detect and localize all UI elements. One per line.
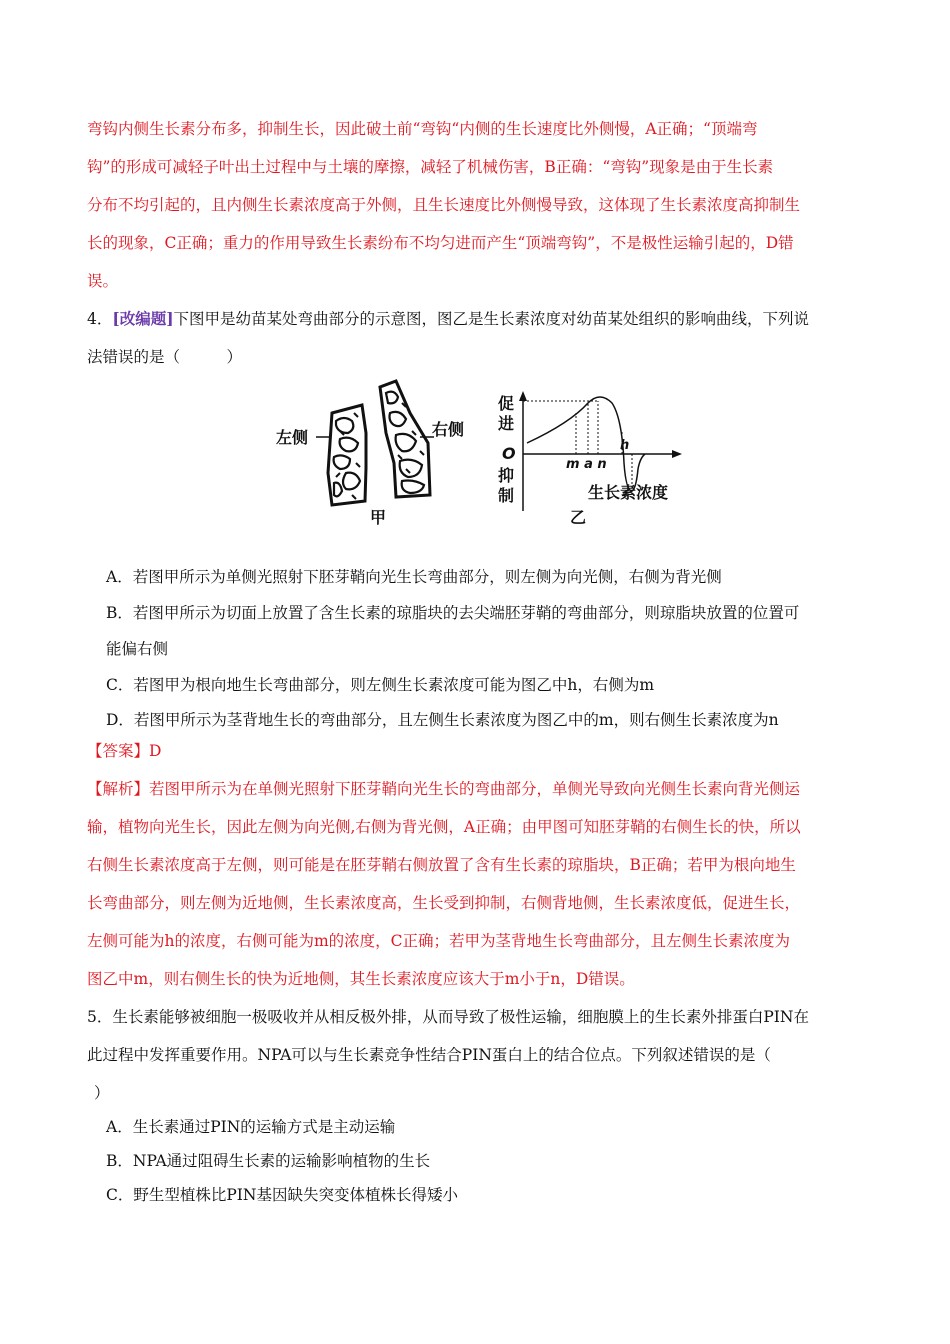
q5-stem-line-1: 5．生长素能够被细胞一极吸收并从相反极外排，从而导致了极性运输，细胞膜上的生长素外排蛋白PIN在 xyxy=(87,1008,809,1026)
q4-figure xyxy=(270,373,690,533)
y-label-inhibit-2: 制 xyxy=(498,486,515,505)
x-axis-label: 生长素浓度 xyxy=(588,483,669,502)
q4-analysis-line-4: 长弯曲部分，则左侧为近地侧，生长素浓度高，生长受到抑制，右侧背地侧，生长素浓度低，促进生长， xyxy=(87,894,801,912)
seedling-right-strip xyxy=(380,381,430,497)
q4-analysis-tag: 【解析】 xyxy=(87,780,150,798)
q4-tag: [改编题] xyxy=(112,309,174,328)
q4-option-d: D．若图甲所示为茎背地生长的弯曲部分，且左侧生长素浓度为图乙中的m，则右侧生长素浓度为n xyxy=(106,711,779,729)
q5-option-a: A．生长素通过PIN的运输方式是主动运输 xyxy=(106,1118,396,1136)
q4-stem-text: 下图甲是幼苗某处弯曲部分的示意图，图乙是生长素浓度对幼苗某处组织的影响曲线，下列说 xyxy=(173,310,810,328)
q5-option-b: B．NPA通过阻碍生长素的运输影响植物的生长 xyxy=(106,1152,431,1170)
q4-number: 4． xyxy=(87,310,113,328)
x-axis-arrow xyxy=(672,450,682,458)
right-side-label: 右侧 xyxy=(432,420,465,439)
caption-yi: 乙 xyxy=(570,508,587,527)
analysis-line-4: 长的现象，C正确；重力的作用导致生长素纷布不均匀进而产生“顶端弯钩”，不是极性运输引起的，D错 xyxy=(87,234,794,252)
q5-stem-line-3: ） xyxy=(94,1084,110,1102)
x-marks-man: m a n xyxy=(566,457,607,472)
caption-jia: 甲 xyxy=(370,508,387,527)
q4-option-b: B．若图甲所示为切面上放置了含生长素的琼脂块的去尖端胚芽鞘的弯曲部分，则琼脂块放置的位置可 xyxy=(106,604,800,622)
analysis-line-2: 钩”的形成可减轻子叶出土过程中与土壤的摩擦，减轻了机械伤害，B正确：“弯钩”现象是由于生长素 xyxy=(87,158,774,176)
y-label-promote-2: 进 xyxy=(498,414,515,433)
q4-option-c: C．若图甲为根向地生长弯曲部分，则左侧生长素浓度可能为图乙中h，右侧为m xyxy=(106,676,655,694)
y-label-promote-1: 促 xyxy=(498,394,515,413)
q4-stem-line-1 xyxy=(87,309,809,329)
analysis-line-1: 弯钩内侧生长素分布多，抑制生长，因此破土前“弯钩“内侧的生长速度比外侧慢，A正确；“顶端弯 xyxy=(87,120,758,138)
q4-answer: 【答案】D xyxy=(87,742,162,760)
q4-analysis-line-2: 输，植物向光生长，因此左侧为向光侧,右侧为背光侧，A正确；由甲图可知胚芽鞘的右侧生长的快，所以 xyxy=(87,818,801,836)
q4-analysis-line-5: 左侧可能为h的浓度，右侧可能为m的浓度，C正确；若甲为茎背地生长弯曲部分，且左侧生长素浓度为 xyxy=(87,932,791,950)
h-mark: h xyxy=(620,438,630,453)
q4-analysis-line-3: 右侧生长素浓度高于左侧，则可能是在胚芽鞘右侧放置了含有生长素的琼脂块，B正确；若甲为根向地生 xyxy=(87,856,796,874)
seedling-left-strip xyxy=(328,405,366,505)
q4-option-b-cont: 能偏右侧 xyxy=(106,640,169,658)
q5-option-c: C．野生型植株比PIN基因缺失突变体植株长得矮小 xyxy=(106,1186,458,1204)
analysis-line-3: 分布不均引起的，且内侧生长素浓度高于外侧，且生长速度比外侧慢导致，这体现了生长素浓度高抑制生 xyxy=(87,196,801,214)
q4-stem-line-2: 法错误的是（ ） xyxy=(87,348,243,366)
analysis-line-5: 误。 xyxy=(87,272,119,290)
q4-analysis-line-6: 图乙中m，则右侧生长的快为近地侧，其生长素浓度应该大于m小于n，D错误。 xyxy=(87,970,635,988)
q4-option-a: A．若图甲所示为单侧光照射下胚芽鞘向光生长弯曲部分，则左侧为向光侧，右侧为背光侧 xyxy=(106,568,722,586)
y-label-inhibit-1: 抑 xyxy=(498,466,515,485)
q4-analysis-line-1 xyxy=(87,779,800,799)
origin-label: O xyxy=(502,444,516,463)
q5-stem-line-2: 此过程中发挥重要作用。NPA可以与生长素竞争性结合PIN蛋白上的结合位点。下列叙述错误的是（ xyxy=(87,1046,771,1064)
q4-analysis-first-text: 若图甲所示为在单侧光照射下胚芽鞘向光生长的弯曲部分，单侧光导致向光侧生长素向背光侧运 xyxy=(149,780,801,798)
figure-svg xyxy=(270,373,690,533)
y-axis-arrow xyxy=(519,391,527,401)
left-side-label: 左侧 xyxy=(276,428,309,447)
